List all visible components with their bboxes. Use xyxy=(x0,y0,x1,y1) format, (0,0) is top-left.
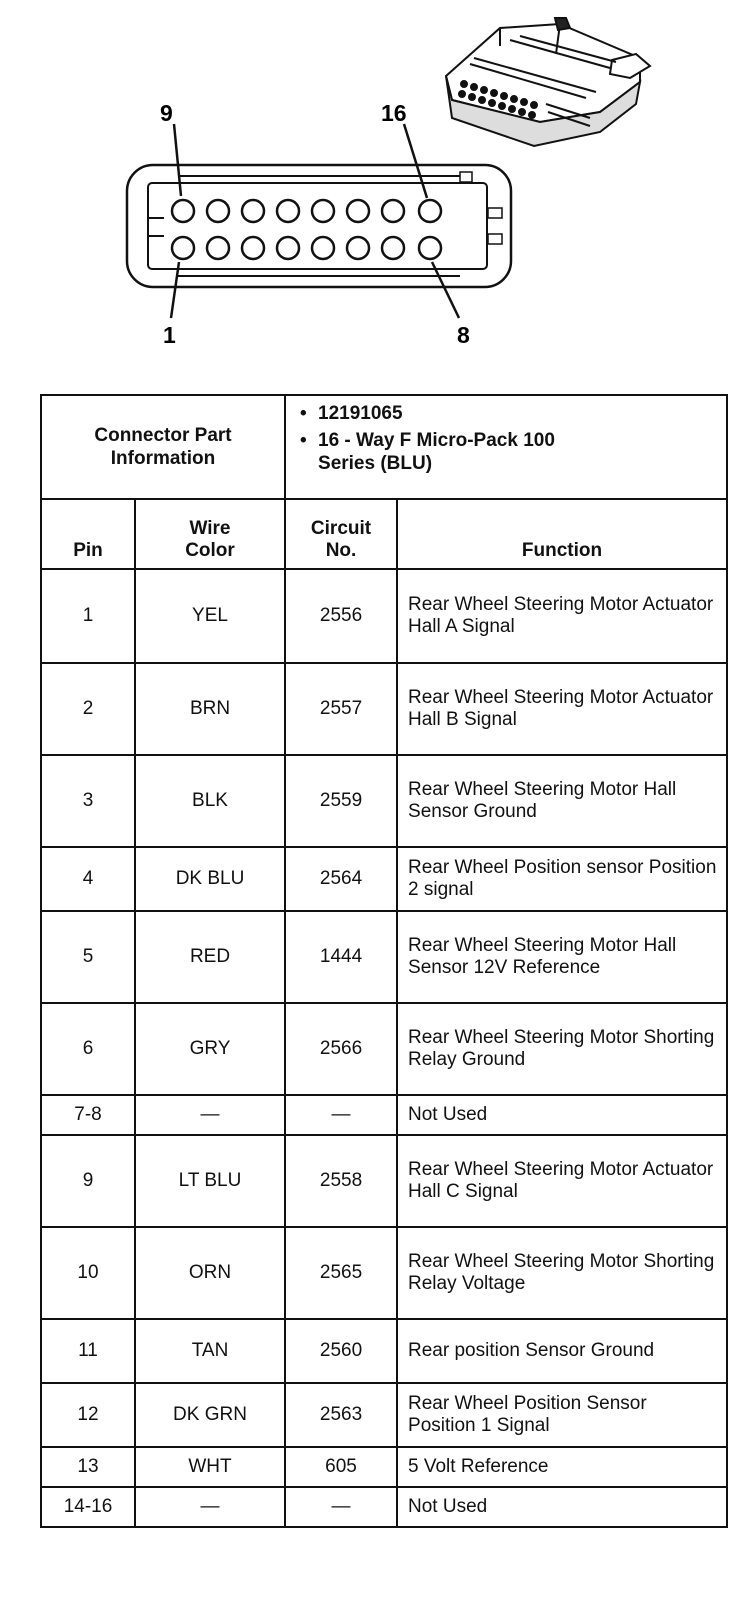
wire-color-cell: DK GRN xyxy=(135,1383,285,1447)
column-header-wire-color xyxy=(135,499,285,569)
connector-part-info-label: Connector Part Information xyxy=(41,395,285,499)
function-cell: Rear position Sensor Ground xyxy=(397,1319,727,1383)
part-number: 12191065 xyxy=(318,403,403,424)
connector-description: 16 - Way F Micro-Pack 100 Series (BLU) xyxy=(318,430,555,474)
wire-color-cell: RED xyxy=(135,911,285,1003)
table-row xyxy=(41,1319,727,1383)
function-cell: Rear Wheel Steering Motor Actuator Hall C Signal xyxy=(397,1135,727,1227)
wire-color-cell: YEL xyxy=(135,569,285,663)
table-row xyxy=(41,1383,727,1447)
table-row xyxy=(41,663,727,755)
table-row xyxy=(41,1003,727,1095)
circuit-no-cell: 2556 xyxy=(285,569,397,663)
circuit-no-cell: — xyxy=(285,1095,397,1135)
table-row xyxy=(41,1447,727,1487)
bullet-icon: • xyxy=(300,430,307,451)
table-row xyxy=(41,1487,727,1527)
circuit-no-cell: 1444 xyxy=(285,911,397,1003)
table-row xyxy=(41,847,727,911)
circuit-no-cell: 2557 xyxy=(285,663,397,755)
pin-cell: 7-8 xyxy=(41,1095,135,1135)
pin-rows xyxy=(41,569,727,1527)
part-number-item xyxy=(300,402,716,425)
pin-cell: 4 xyxy=(41,847,135,911)
connector-3d-illustration xyxy=(446,18,650,146)
table-row xyxy=(41,911,727,1003)
pin-label-9: 9 xyxy=(160,100,173,126)
pin-cell: 6 xyxy=(41,1003,135,1095)
function-cell: Rear Wheel Steering Motor Hall Sensor Ground xyxy=(397,755,727,847)
pin-cell: 9 xyxy=(41,1135,135,1227)
circuit-no-cell: 2565 xyxy=(285,1227,397,1319)
pin-cell: 1 xyxy=(41,569,135,663)
connector-info-row xyxy=(41,395,727,499)
pin-cell: 11 xyxy=(41,1319,135,1383)
function-cell: Not Used xyxy=(397,1487,727,1527)
wire-color-cell: GRY xyxy=(135,1003,285,1095)
pin-label-8: 8 xyxy=(457,322,470,348)
function-cell: Rear Wheel Position sensor Position 2 signal xyxy=(397,847,727,911)
column-header-circuit-no xyxy=(285,499,397,569)
pin-cell: 14-16 xyxy=(41,1487,135,1527)
table-row xyxy=(41,1095,727,1135)
column-header-pin: Pin xyxy=(41,499,135,569)
pin-cell: 5 xyxy=(41,911,135,1003)
function-cell: Rear Wheel Steering Motor Actuator Hall A Signal xyxy=(397,569,727,663)
circuit-no-cell: 2564 xyxy=(285,847,397,911)
pin-cell: 13 xyxy=(41,1447,135,1487)
wire-color-cell: TAN xyxy=(135,1319,285,1383)
wire-color-cell: ORN xyxy=(135,1227,285,1319)
circuit-no-cell: 2566 xyxy=(285,1003,397,1095)
function-cell: Rear Wheel Steering Motor Actuator Hall B Signal xyxy=(397,663,727,755)
column-header-row xyxy=(41,499,727,569)
circuit-no-cell: 2560 xyxy=(285,1319,397,1383)
pin-cell: 12 xyxy=(41,1383,135,1447)
circuit-no-cell: 2559 xyxy=(285,755,397,847)
wire-color-cell: WHT xyxy=(135,1447,285,1487)
connector-description-item xyxy=(300,429,716,475)
table-row xyxy=(41,755,727,847)
bullet-icon: • xyxy=(300,403,307,424)
wire-color-header-text: Wire Color xyxy=(185,518,235,561)
column-header-function: Function xyxy=(397,499,727,569)
function-cell: Rear Wheel Position Sensor Position 1 Signal xyxy=(397,1383,727,1447)
pin-cell: 2 xyxy=(41,663,135,755)
function-cell: Rear Wheel Steering Motor Hall Sensor 12V Reference xyxy=(397,911,727,1003)
function-cell: 5 Volt Reference xyxy=(397,1447,727,1487)
pin-cell: 3 xyxy=(41,755,135,847)
connector-face-outline xyxy=(127,165,511,287)
pin-cell: 10 xyxy=(41,1227,135,1319)
pin-label-16: 16 xyxy=(381,100,407,126)
wire-color-cell: LT BLU xyxy=(135,1135,285,1227)
wire-color-cell: BRN xyxy=(135,663,285,755)
circuit-no-cell: 2558 xyxy=(285,1135,397,1227)
wire-color-cell: BLK xyxy=(135,755,285,847)
pinout-table xyxy=(40,394,728,1528)
table-row xyxy=(41,1135,727,1227)
circuit-no-cell: 605 xyxy=(285,1447,397,1487)
circuit-no-cell: — xyxy=(285,1487,397,1527)
circuit-no-cell: 2563 xyxy=(285,1383,397,1447)
table-row xyxy=(41,1227,727,1319)
circuit-no-header-text: Circuit No. xyxy=(310,518,372,561)
wire-color-cell: — xyxy=(135,1487,285,1527)
function-cell: Rear Wheel Steering Motor Shorting Relay Voltage xyxy=(397,1227,727,1319)
wire-color-cell: — xyxy=(135,1095,285,1135)
pin-label-1: 1 xyxy=(163,322,176,348)
connector-diagram xyxy=(0,0,752,390)
wire-color-cell: DK BLU xyxy=(135,847,285,911)
connector-part-info-values xyxy=(285,395,727,499)
connector-face-drawing xyxy=(0,0,752,390)
function-cell: Not Used xyxy=(397,1095,727,1135)
function-cell: Rear Wheel Steering Motor Shorting Relay Ground xyxy=(397,1003,727,1095)
table-row xyxy=(41,569,727,663)
